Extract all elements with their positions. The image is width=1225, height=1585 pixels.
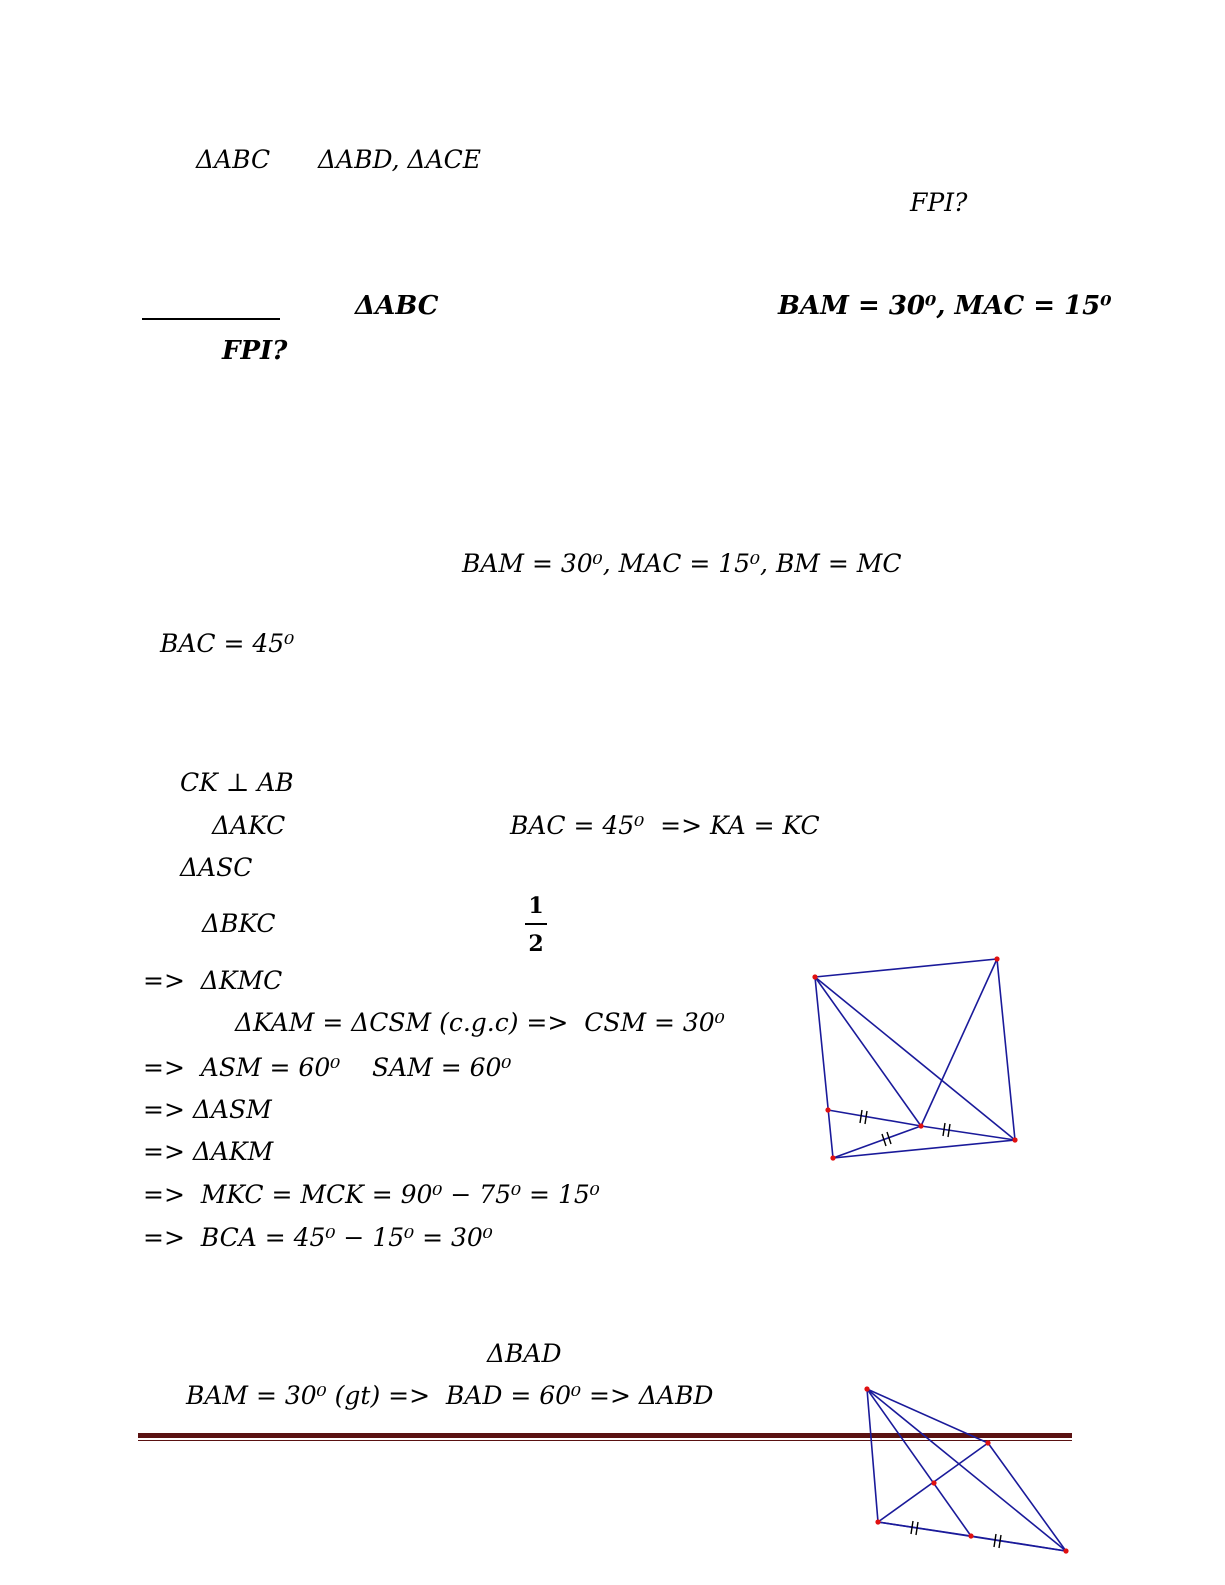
step-triangle-akc: ΔAKC <box>212 811 286 840</box>
step-mkc-mck: => MKC = MCK = 90⁰ − 75⁰ = 15⁰ <box>143 1180 600 1209</box>
problem-triangles-abd-ace: ΔABD, ΔACE <box>318 145 482 174</box>
step-kam-equals-csm: ΔKAM = ΔCSM (c.g.c) => CSM = 30⁰ <box>235 1008 725 1037</box>
problem-ask-fpi: FPI? <box>910 188 968 217</box>
step-bam-gt: BAM = 30⁰ (gt) => BAD = 60⁰ => ΔABD <box>186 1381 714 1410</box>
variant-triangle-abc: ΔABC <box>355 291 439 321</box>
step-bca-30: => BCA = 45⁰ − 15⁰ = 30⁰ <box>143 1223 493 1252</box>
step-sam-60: SAM = 60⁰ <box>372 1053 512 1082</box>
variant-ask-fpi: FPI? <box>222 336 288 366</box>
step-triangle-kmc: => ΔKMC <box>143 966 283 995</box>
figure2-segment <box>867 1389 971 1536</box>
figure2-segment <box>971 1536 1066 1551</box>
step-ck-perp-ab: CK ⊥ AB <box>180 768 294 797</box>
fraction-denominator: 2 <box>528 931 544 957</box>
given-line: BAM = 30⁰, MAC = 15⁰, BM = MC <box>462 549 902 578</box>
figure2-segment <box>878 1522 971 1536</box>
step-triangle-akm: => ΔAKM <box>143 1137 274 1166</box>
step-triangle-bad: ΔBAD <box>487 1339 562 1368</box>
figure2-tick <box>916 1522 918 1535</box>
figure2-point <box>985 1440 990 1445</box>
figure2-point <box>875 1519 880 1524</box>
step-ka-equals-kc: BAC = 45⁰ => KA = KC <box>510 811 820 840</box>
figure2-point <box>864 1386 869 1391</box>
step-triangle-bkc: ΔBKC <box>202 909 276 938</box>
figure2-point <box>1063 1548 1068 1553</box>
figure2-tick <box>911 1521 913 1534</box>
bac-line: BAC = 45⁰ <box>160 629 295 658</box>
step-triangle-asc: ΔASC <box>180 853 253 882</box>
fraction-numerator: 1 <box>528 893 544 919</box>
figure2-point <box>931 1480 936 1485</box>
problem-triangle-abc: ΔABC <box>196 145 271 174</box>
figure2-tick <box>999 1535 1001 1548</box>
variant-given-angles: BAM = 30⁰, MAC = 15⁰ <box>778 291 1112 321</box>
step-triangle-asm: => ΔASM <box>143 1095 272 1124</box>
figure2-point <box>968 1533 973 1538</box>
step-asm-60: => ASM = 60⁰ <box>143 1053 341 1082</box>
figure2-tick <box>994 1534 996 1547</box>
figure2-segment <box>867 1389 1066 1551</box>
